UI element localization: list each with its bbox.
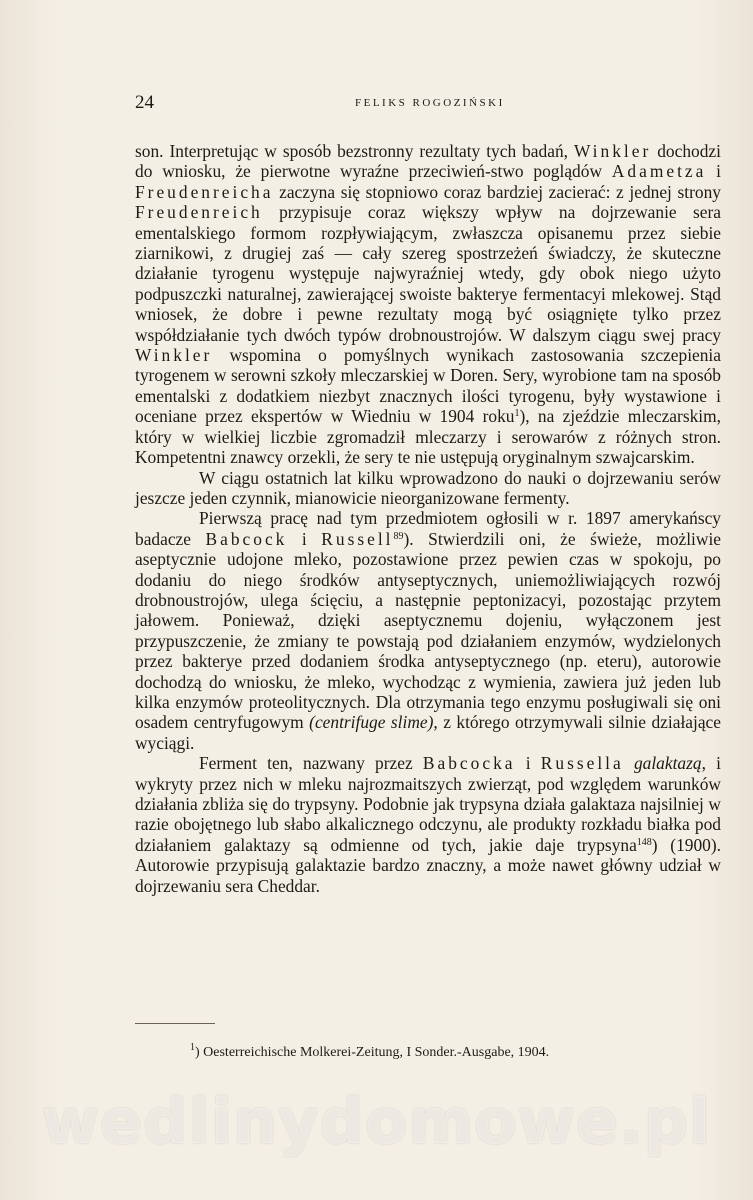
italic-term: galaktazą (633, 753, 702, 774)
paragraph-2: W ciągu ostatnich lat kilku wprowadzono do nauki o dojrzewaniu serów jeszcze jeden czynnik, mianowicie nieorganizowane fermenty. (135, 467, 721, 508)
footnote: $^1$) Oesterreichische Molkerei-Zeitung, I Sonder.-Ausgabe, 1904. (190, 1042, 550, 1060)
author-name: Adametza (611, 161, 707, 182)
author-name: Freudenreicha (135, 181, 274, 202)
running-head: FELIKS ROGOZIŃSKI (355, 97, 505, 109)
author-name: Winkler (135, 345, 213, 366)
author-name: Freudenreich (135, 202, 263, 223)
footnote-reference: 1 (514, 408, 520, 420)
author-name: Babcocka (422, 753, 516, 774)
citation-reference: 148 (636, 836, 652, 848)
page-number: 24 (135, 92, 154, 113)
watermark: wedlinydomowe.pl (41, 1085, 712, 1158)
author-name: Russella (540, 753, 624, 774)
author-name: Babcock (205, 528, 288, 549)
paragraph-3: Pierwszą pracę nad tym przedmiotem ogłosili w r. 1897 amerykańscy badacze Babcock i Russell$^{89}$). Stwierdzili oni, że świeże, możliwie aseptycznie udojone mleko, pozostawione przez pewien czas w spokoju, po dodaniu do niego środków antyseptycznych, uniemożliwiających rozwój drobnoustrojów, ulega ścięciu, a następnie peptonizacyi, pozostając przytem jałowem. Ponieważ, dzięki aseptycznemu dojeniu, wyłączonem jest przypuszczenie, że zmiany te powstają pod działaniem enzymów, wydzielonych przez bakterye przed dodaniem środka antyseptycznego (np. eteru), autorowie dochodzą do wniosku, że mleko, wychodząc z wymienia, zawiera już jeden lub kilka enzymów proteolitycznych. Dla otrzymania tego enzymu posługiwali się oni osadem centryfugowym (centrifuge slime), z którego otrzymywali silnie działające wyciągi. (135, 508, 722, 753)
author-name: Winkler (573, 141, 652, 161)
body-text (135, 141, 721, 896)
italic-term: (centrifuge slime) (309, 712, 434, 733)
paragraph-1: son. Interpretując w sposób bezstronny rezultaty tych badań, Winkler dochodzi do wniosku, że pierwotne wyraźne przeciwień-stwo poglądów Adametza i Freudenreicha zaczyna się stopniowo coraz bardziej zacierać: z jednej strony Freudenreich przypisuje coraz większy wpływ na dojrzewanie sera ementalskiego formom rozpływiającym, zwłaszcza opisanemu przez siebie ziarnikowi, z drugiej zaś — cały szereg spostrzeżeń świadczy, że skuteczne działanie tyrogenu występuje najwyraźniej wtedy, gdy obok niego użyto podpuszczki naturalnej, zawierającej swoiste bakterye fermentacyi mlekowej. Stąd wniosek, że dobre i pewne rezultaty mogą być osiągnięte tylko przez współdziałanie tych dwóch typów drobnoustrojów. W dalszym ciągu swej pracy Winkler wspomina o pomyślnych wynikach zastosowania szczepienia tyrogenem w serowni szkoły mleczarskiej w Doren. Sery, wyrobione tam na sposób ementalski z dodatkiem niezbyt znacznych ilości tyrogenu, były wystawione i oceniane przez ekspertów w Wiedniu w 1904 roku$^1$), na zjeździe mleczarskim, który w wielkiej liczbie zgromadził mleczarzy i serowarów z różnych stron. Kompetentni znawcy orzekli, że sery te nie ustępują oryginalnym szwajcarskim. (135, 141, 721, 468)
paragraph-4: Ferment ten, nazwany przez Babcocka i Russella galaktazą, i wykryty przez nich w mleku najrozmaitszych zwierząt, pod względem warunków działania zbliża się do trypsyny. Podobnie jak trypsyna działa galaktaza najsilniej w razie obojętnego lub słabo alkalicznego odczynu, ale produkty rozkładu białka pod działaniem galaktazy są odmienne od tych, jakie daje trypsyna$^{148}$) (1900). Autorowie przypisują galaktazie bardzo znaczny, a może nawet główny udział w dojrzewaniu sera Cheddar. (135, 753, 722, 896)
citation-reference: 89 (393, 530, 404, 542)
author-name: Russell (321, 528, 394, 549)
footnote-divider (135, 1023, 215, 1024)
footnote-mark: 1 (190, 1042, 195, 1053)
